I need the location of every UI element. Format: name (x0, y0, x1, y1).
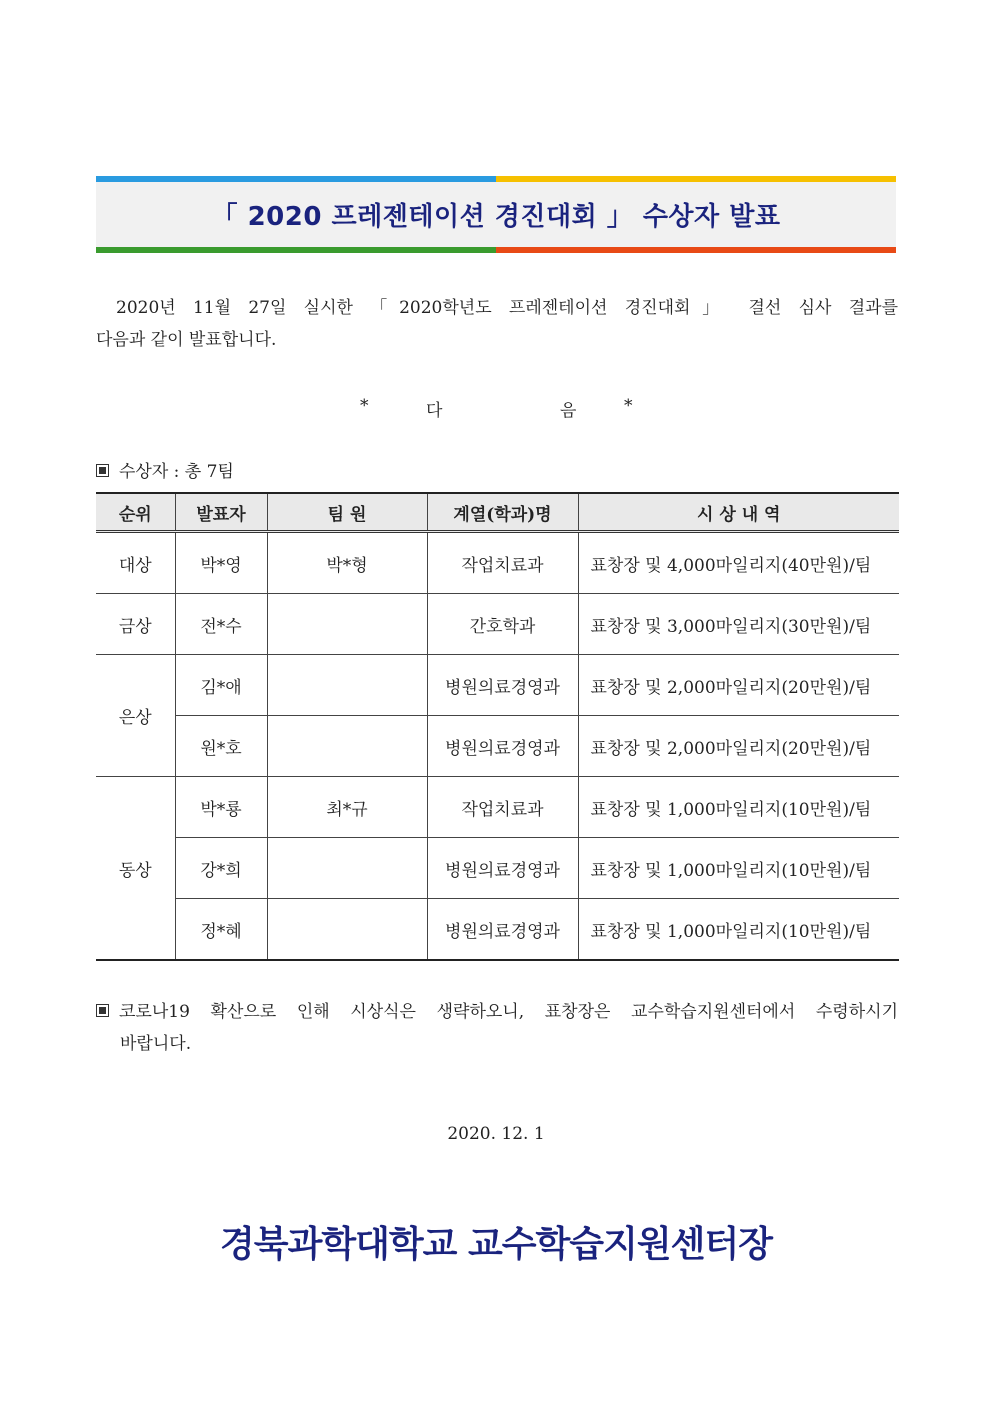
member-cell: 박*형 (267, 532, 427, 594)
table-row (96, 716, 899, 777)
table-row (96, 655, 899, 716)
header-dept: 계열(학과)명 (427, 493, 578, 532)
header-rank: 순위 (96, 493, 175, 532)
dept-cell: 병원의료경영과 (427, 716, 578, 777)
member-cell (267, 594, 427, 655)
dept-cell: 간호학과 (427, 594, 578, 655)
center-heading (340, 396, 660, 420)
notice-line-1-text: 코로나19 확산으로 인해 시상식은 생략하오니, 표창장은 교수학습지원센터에서 수령하시기 (119, 1002, 898, 1022)
banner-bar-blue (96, 176, 496, 182)
header-presenter: 발표자 (175, 493, 267, 532)
table-header-row (96, 493, 899, 532)
prize-cell: 표창장 및 4,000마일리지(40만원)/팀 (578, 532, 899, 594)
dept-cell: 작업치료과 (427, 532, 578, 594)
prize-cell: 표창장 및 2,000마일리지(20만원)/팀 (578, 655, 899, 716)
dept-cell: 작업치료과 (427, 777, 578, 838)
presenter-cell: 박*룡 (175, 777, 267, 838)
presenter-cell: 정*혜 (175, 899, 267, 961)
title-banner (96, 176, 896, 253)
member-cell (267, 716, 427, 777)
table-row (96, 777, 899, 838)
intro-line-2: 다음과 같이 발표합니다. (96, 330, 277, 350)
square-bullet-icon (96, 1004, 109, 1017)
awardee-summary (96, 457, 234, 482)
banner-bar-yellow (496, 176, 896, 182)
notice-line-2: 바랍니다. (120, 1034, 192, 1054)
square-bullet-icon (96, 464, 109, 477)
intro-line-1: 2020년 11월 27일 실시한 「2020학년도 프레젠테이션 경진대회」 결선 심사 결과를 (116, 298, 898, 318)
dept-cell: 병원의료경영과 (427, 899, 578, 961)
header-member: 팀 원 (267, 493, 427, 532)
intro-paragraph (96, 292, 898, 356)
presenter-cell: 전*수 (175, 594, 267, 655)
awards-table (96, 492, 899, 961)
prize-cell: 표창장 및 1,000마일리지(10만원)/팀 (578, 899, 899, 961)
presenter-cell: 원*호 (175, 716, 267, 777)
table-row (96, 594, 899, 655)
rank-cell: 대상 (96, 532, 175, 594)
notice-paragraph (96, 996, 898, 1060)
dept-cell: 병원의료경영과 (427, 838, 578, 899)
dept-cell: 병원의료경영과 (427, 655, 578, 716)
member-cell (267, 655, 427, 716)
prize-cell: 표창장 및 1,000마일리지(10만원)/팀 (578, 777, 899, 838)
notice-line-1 (96, 996, 898, 1028)
table-row (96, 838, 899, 899)
table-row (96, 532, 899, 594)
banner-bar-green (96, 247, 496, 253)
heading-word-1: 다 (426, 401, 443, 421)
banner-bar-red (496, 247, 896, 253)
announcement-date: 2020. 12. 1 (447, 1124, 545, 1144)
rank-cell: 금상 (96, 594, 175, 655)
awardee-summary-text: 수상자 : 총 7팀 (119, 462, 234, 482)
member-cell: 최*규 (267, 777, 427, 838)
presenter-cell: 박*영 (175, 532, 267, 594)
heading-star-right: * (624, 396, 633, 416)
prize-cell: 표창장 및 3,000마일리지(30만원)/팀 (578, 594, 899, 655)
table-row (96, 899, 899, 961)
member-cell (267, 838, 427, 899)
heading-word-2: 음 (560, 401, 577, 421)
page-title: 「 2020 프레젠테이션 경진대회 」 수상자 발표 (211, 202, 781, 232)
presenter-cell: 강*희 (175, 838, 267, 899)
prize-cell: 표창장 및 1,000마일리지(10만원)/팀 (578, 838, 899, 899)
presenter-cell: 김*애 (175, 655, 267, 716)
heading-star-left: * (360, 396, 369, 416)
header-prize: 시 상 내 역 (578, 493, 899, 532)
member-cell (267, 899, 427, 961)
rank-cell: 동상 (96, 777, 175, 961)
rank-cell: 은상 (96, 655, 175, 777)
prize-cell: 표창장 및 2,000마일리지(20만원)/팀 (578, 716, 899, 777)
signature-issuer: 경북과학대학교 교수학습지원센터장 (220, 1224, 772, 1265)
